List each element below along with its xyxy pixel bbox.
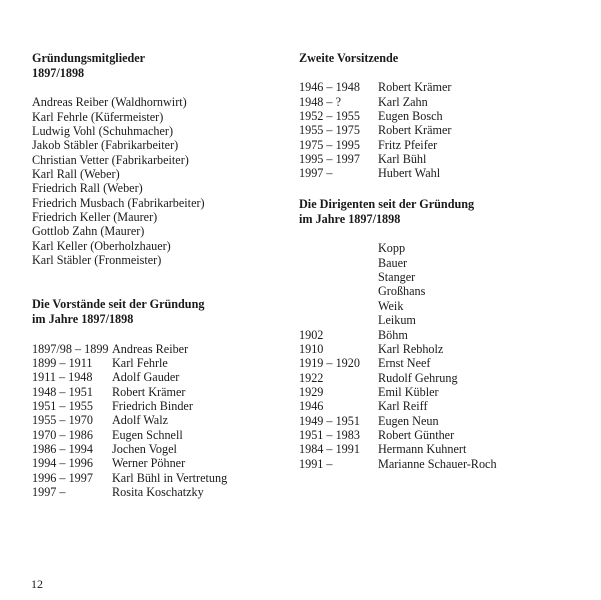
name-cell: Werner Pöhner bbox=[112, 456, 186, 471]
chairs-section bbox=[32, 297, 227, 499]
conductors-subtitle: im Jahre 1897/1898 bbox=[299, 212, 401, 227]
years-cell: 1922 bbox=[299, 370, 324, 385]
conductors-section bbox=[299, 197, 497, 471]
list-item: Ludwig Vohl (Schuhmacher) bbox=[32, 124, 174, 139]
years-cell: 1946 bbox=[299, 399, 324, 414]
years-cell: 1951 – 1955 bbox=[32, 398, 93, 413]
years-cell: 1970 – 1986 bbox=[32, 427, 93, 442]
list-item: Karl Fehrle (Küfermeister) bbox=[32, 109, 164, 124]
right-column bbox=[299, 51, 497, 471]
list-item: Karl Stäbler (Fronmeister) bbox=[32, 253, 162, 268]
years-cell: 1996 – 1997 bbox=[32, 470, 93, 485]
table-row bbox=[299, 457, 497, 471]
name-cell: Andreas Reiber bbox=[112, 341, 189, 356]
name-cell: Karl Bühl in Vertretung bbox=[112, 470, 228, 485]
page-number: 12 bbox=[31, 577, 43, 591]
founders-title: Gründungsmitglieder bbox=[32, 51, 146, 65]
name-cell: Kopp bbox=[378, 241, 406, 256]
list-item: Karl Rall (Weber) bbox=[32, 167, 120, 182]
years-cell: 1910 bbox=[299, 341, 324, 356]
name-cell: Friedrich Binder bbox=[112, 398, 193, 413]
name-cell: Karl Zahn bbox=[378, 94, 428, 109]
name-cell: Robert Krämer bbox=[112, 384, 186, 399]
table-row bbox=[32, 399, 227, 413]
conductors-list bbox=[299, 241, 497, 471]
list-item: Gottlob Zahn (Maurer) bbox=[32, 224, 145, 239]
years-cell: 1986 – 1994 bbox=[32, 441, 93, 456]
name-cell: Böhm bbox=[378, 327, 408, 342]
chairs-title: Die Vorstände seit der Gründung bbox=[32, 297, 205, 312]
name-cell: Hubert Wahl bbox=[378, 166, 441, 181]
table-row bbox=[299, 356, 497, 370]
table-row bbox=[299, 166, 497, 180]
table-row bbox=[299, 442, 497, 456]
years-cell: 1997 – bbox=[32, 484, 66, 499]
years-cell: 1994 – 1996 bbox=[32, 456, 93, 471]
years-cell: 1911 – 1948 bbox=[32, 370, 93, 385]
name-cell: Karl Bühl bbox=[378, 152, 427, 167]
table-row bbox=[299, 80, 497, 94]
years-cell: 1946 – 1948 bbox=[299, 80, 360, 95]
name-cell: Leikum bbox=[378, 313, 416, 328]
name-cell: Karl Rebholz bbox=[378, 341, 444, 356]
conductors-title: Die Dirigenten seit der Gründung bbox=[299, 197, 475, 212]
chairs-subtitle: im Jahre 1897/1898 bbox=[32, 312, 134, 327]
name-cell: Adolf Walz bbox=[112, 413, 168, 428]
list-item: Karl Keller (Oberholzhauer) bbox=[32, 238, 171, 253]
name-cell: Eugen Neun bbox=[378, 413, 439, 428]
table-row bbox=[299, 123, 497, 137]
table-row bbox=[32, 342, 227, 356]
name-cell: Emil Kübler bbox=[378, 384, 439, 399]
table-row bbox=[299, 138, 497, 152]
table-row bbox=[299, 414, 497, 428]
list-item: Friedrich Rall (Weber) bbox=[32, 181, 143, 196]
name-cell: Hermann Kuhnert bbox=[378, 442, 467, 457]
name-cell: Eugen Schnell bbox=[112, 427, 183, 442]
years-cell bbox=[299, 256, 378, 270]
table-row bbox=[32, 385, 227, 399]
name-cell: Großhans bbox=[378, 284, 426, 299]
list-item: Christian Vetter (Fabrikarbeiter) bbox=[32, 152, 189, 167]
list-item: Friedrich Musbach (Fabrikarbeiter) bbox=[32, 195, 205, 210]
name-cell: Robert Krämer bbox=[378, 123, 452, 138]
name-cell: Fritz Pfeifer bbox=[378, 137, 438, 152]
name-cell: Karl Fehrle bbox=[112, 355, 168, 370]
table-row bbox=[299, 284, 497, 298]
name-cell: Robert Günther bbox=[378, 427, 455, 442]
name-cell: Robert Krämer bbox=[378, 80, 452, 95]
table-row bbox=[32, 442, 227, 456]
name-cell: Marianne Schauer-Roch bbox=[378, 456, 497, 471]
list-item: Andreas Reiber (Waldhornwirt) bbox=[32, 95, 187, 110]
table-row bbox=[32, 370, 227, 384]
vice-chairs-section bbox=[299, 51, 497, 181]
list-item: Jakob Stäbler (Fabrikarbeiter) bbox=[32, 138, 179, 153]
table-row bbox=[299, 385, 497, 399]
name-cell: Rudolf Gehrung bbox=[378, 370, 458, 385]
table-row bbox=[32, 485, 227, 499]
left-column bbox=[32, 51, 227, 499]
table-row bbox=[299, 399, 497, 413]
name-cell: Jochen Vogel bbox=[112, 441, 177, 456]
years-cell: 1984 – 1991 bbox=[299, 442, 360, 457]
table-row bbox=[299, 256, 497, 270]
table-row bbox=[299, 241, 497, 255]
table-row bbox=[32, 471, 227, 485]
founders-list bbox=[32, 95, 227, 267]
name-cell: Adolf Gauder bbox=[112, 370, 180, 385]
name-cell: Weik bbox=[378, 298, 404, 313]
years-cell: 1897/98 – 1899 bbox=[32, 341, 109, 356]
name-cell: Stanger bbox=[378, 270, 416, 285]
name-cell: Ernst Neef bbox=[378, 356, 431, 371]
vice-chairs-title: Zweite Vorsitzende bbox=[299, 51, 399, 65]
years-cell: 1975 – 1995 bbox=[299, 137, 360, 152]
years-cell: 1948 – ? bbox=[299, 94, 341, 109]
years-cell: 1949 – 1951 bbox=[299, 413, 360, 428]
years-cell: 1899 – 1911 bbox=[32, 355, 93, 370]
table-row bbox=[299, 95, 497, 109]
table-row bbox=[299, 109, 497, 123]
table-row bbox=[299, 371, 497, 385]
years-cell: 1951 – 1983 bbox=[299, 427, 360, 442]
years-cell: 1955 – 1970 bbox=[32, 413, 93, 428]
table-row bbox=[32, 428, 227, 442]
table-row bbox=[299, 342, 497, 356]
table-row bbox=[299, 428, 497, 442]
name-cell: Eugen Bosch bbox=[378, 109, 443, 124]
years-cell: 1919 – 1920 bbox=[299, 356, 360, 371]
table-row bbox=[32, 456, 227, 470]
table-row bbox=[299, 299, 497, 313]
years-cell: 1997 – bbox=[299, 166, 333, 181]
years-cell: 1952 – 1955 bbox=[299, 109, 360, 124]
name-cell: Bauer bbox=[378, 255, 408, 270]
years-cell bbox=[299, 270, 378, 284]
years-cell bbox=[299, 284, 378, 298]
years-cell: 1955 – 1975 bbox=[299, 123, 360, 138]
years-cell bbox=[299, 299, 378, 313]
years-cell bbox=[299, 313, 378, 327]
list-item: Friedrich Keller (Maurer) bbox=[32, 210, 158, 225]
table-row bbox=[299, 270, 497, 284]
founders-section bbox=[32, 51, 227, 267]
name-cell: Rosita Koschatzky bbox=[112, 484, 204, 499]
chairs-list bbox=[32, 342, 227, 500]
table-row bbox=[32, 413, 227, 427]
name-cell: Karl Reiff bbox=[378, 399, 428, 414]
table-row bbox=[32, 356, 227, 370]
table-row bbox=[299, 328, 497, 342]
table-row bbox=[299, 313, 497, 327]
years-cell: 1929 bbox=[299, 384, 324, 399]
years-cell bbox=[299, 241, 378, 255]
years-cell: 1995 – 1997 bbox=[299, 152, 360, 167]
vice-chairs-list bbox=[299, 80, 497, 180]
founders-subtitle: 1897/1898 bbox=[32, 66, 85, 80]
years-cell: 1948 – 1951 bbox=[32, 384, 93, 399]
years-cell: 1991 – bbox=[299, 456, 333, 471]
years-cell: 1902 bbox=[299, 327, 324, 342]
table-row bbox=[299, 152, 497, 166]
